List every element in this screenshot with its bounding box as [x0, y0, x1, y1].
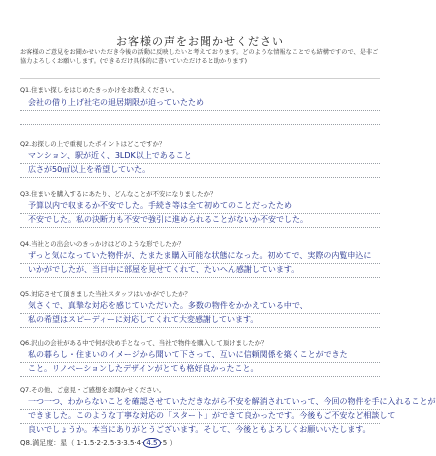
- answer-rule: [20, 263, 380, 264]
- rating-separator: ·: [134, 439, 137, 447]
- answer-rule: [20, 124, 380, 125]
- rating-separator: ·: [141, 439, 144, 447]
- answer-line: 会社の借り上げ社宅の退居期限が迫っていたため: [28, 98, 204, 107]
- rating-separator: ·: [80, 439, 84, 447]
- rating-option[interactable]: 3: [116, 439, 122, 447]
- rating-option[interactable]: 3.5: [123, 439, 135, 447]
- answer-rule: [20, 277, 380, 278]
- answer-line: マンション、駅が近く、3LDK以上であること: [28, 151, 192, 160]
- rating-separator: ·: [121, 439, 124, 447]
- answer-text: [28, 96, 380, 110]
- rating-separator: ·: [100, 439, 104, 447]
- intro-text: お客様のご意見をお聞かせいただき今後の活動に反映したいと考えております。どのような情報なことでも結構ですので、是非ご協力よろしくお願いします。(できるだけ具体的に書いていただけると助かります): [20, 49, 379, 65]
- answer-rule: [20, 163, 380, 164]
- answer-line: 不安でした。私の決断力も不安で強引に進められることがないか不安でした。: [28, 215, 308, 224]
- page-title: お客様の声をお聞かせください: [116, 35, 284, 48]
- answer-line: ずっと気になっていた物件が、たまたま購入可能な状態になった。初めてで、実際の内覧申込に: [28, 251, 372, 260]
- answer-rule: [20, 110, 380, 111]
- rating-option[interactable]: 1: [76, 439, 81, 447]
- question-label: Q1.住まい探しをはじめたきっかけをお教えください。: [20, 86, 179, 94]
- rating-close: ）: [169, 439, 177, 447]
- rating-label: Q8.満足度：星（: [20, 439, 75, 447]
- rating-option[interactable]: 4.5: [143, 438, 160, 448]
- answer-line: 私の暮らし・住まいのイメージから聞いて下さって、互いに信頼関係を築くことができた: [28, 350, 348, 359]
- answer-line: できました。このような丁寧な対応の「スタート」ができて良かったです。今後もご不安など相談して: [28, 411, 396, 420]
- rating-option[interactable]: 4: [136, 439, 142, 447]
- answer-line: いかがでしたが、当日中に部屋を見せてくれて、たいへん感謝しています。: [28, 265, 300, 274]
- question-label: Q6.沢山の会社がある中で何が決め手となって、当社で物件を購入して頂けましたか？: [20, 339, 268, 347]
- rating-separator: ·: [114, 439, 117, 447]
- answer-line: 予算以内で収まるか不安でした。手続き等は全て初めてのことだったため: [28, 201, 292, 210]
- question-label: Q3.住まいを購入するにあたり、どんなことが不安になりましたか？: [20, 190, 217, 198]
- question-label: Q2.お探しの上で重視したポイントはどこですか？: [20, 140, 166, 148]
- answer-line: 良いでしょうか。本当にありがとうございます。そして、今後ともよろしくお願いいたします。: [28, 425, 371, 434]
- satisfaction-rating: [20, 438, 380, 448]
- answer-rule: [20, 327, 380, 328]
- answer-rule: [20, 313, 380, 314]
- rating-option[interactable]: 5: [162, 439, 168, 447]
- question-label: Q5.対応させて頂きました当社スタッフはいかがでしたか？: [20, 290, 191, 298]
- separator: [20, 78, 380, 79]
- rating-separator: ·: [94, 439, 97, 447]
- answer-text: [28, 395, 436, 437]
- answer-rule: [20, 227, 380, 228]
- answer-line: 一つ一つ、わからないことを確認させていただきながら不安を解消されていって、今回の物件を手に入れることが: [28, 397, 436, 406]
- rating-option[interactable]: 1.5: [83, 439, 95, 447]
- rating-option[interactable]: 2: [96, 439, 101, 447]
- answer-rule: [20, 376, 380, 377]
- answer-rule: [20, 362, 380, 363]
- answer-rule: [20, 423, 380, 424]
- rating-options: [76, 438, 167, 448]
- question-label: Q7.その他、ご意見・ご感想をお聞かせください。: [20, 386, 166, 394]
- answer-line: こと。リノベーションしたデザインがとても格好良かったこと。: [28, 364, 259, 373]
- answer-line: 私の希望はスピーディーに対応してくれて大変感謝しています。: [28, 315, 259, 324]
- rating-option[interactable]: 2.5: [103, 439, 115, 447]
- answer-rule: [20, 409, 380, 410]
- answer-line: 広さが50㎡以上を希望していた。: [28, 165, 151, 174]
- answer-line: 気さくで、真摯な対応を感じていただいた。多数の物件をかかえている中で、: [28, 301, 308, 310]
- rating-separator: ·: [160, 439, 163, 447]
- answer-rule: [20, 177, 380, 178]
- question-label: Q4.当社との出会いのきっかけはどのような形でしたか？: [20, 240, 185, 248]
- answer-rule: [20, 213, 380, 214]
